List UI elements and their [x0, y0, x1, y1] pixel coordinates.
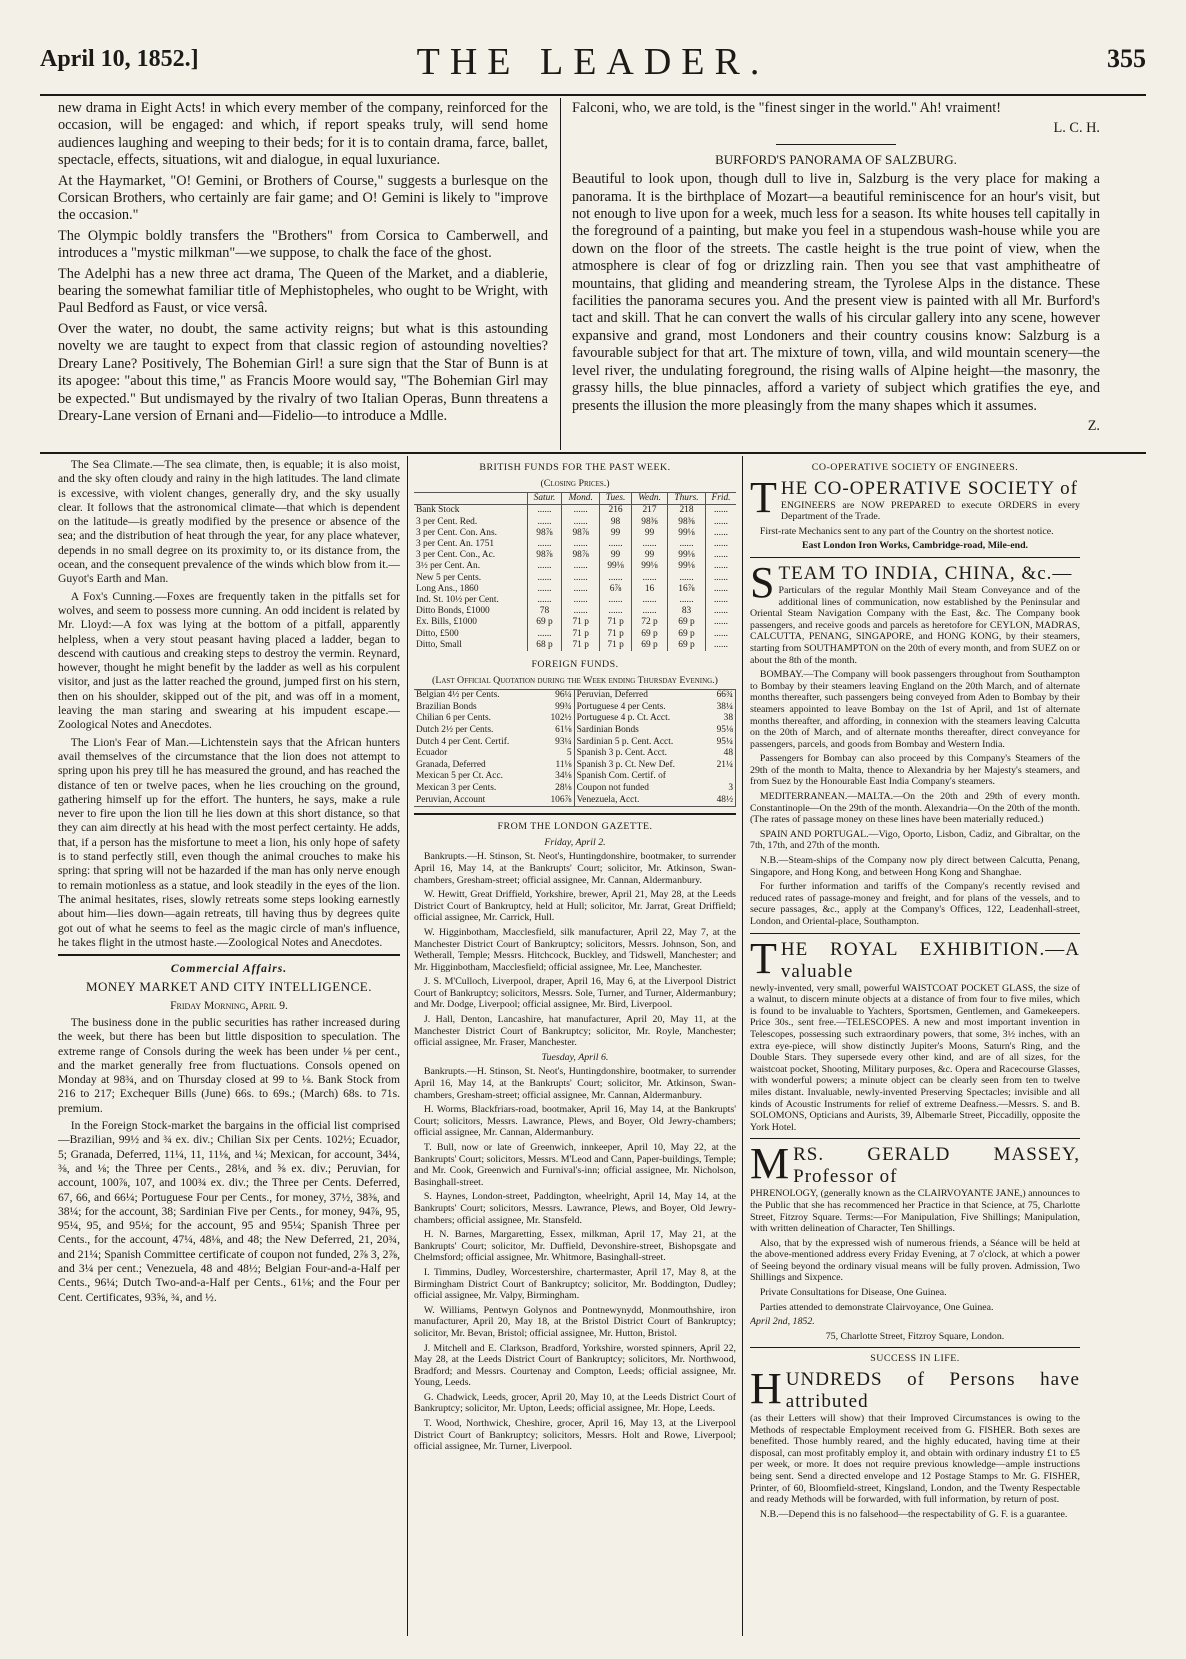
ad-text: N.B.—Steam-ships of the Company now ply direct between Calcutta, Penang, Singapore, and Hong Kong, and between Hong Kong and Shanghae. [750, 855, 1080, 878]
price-cell: 95⅛ [708, 725, 735, 737]
price-cell: ...... [562, 584, 600, 595]
ad-text: BOMBAY.—The Company will book passengers throughout from Southampton to Bombay by their steamers leaving England on the 20th March, and of alternate months thereafter, such passengers being conveyed from Aden to Bombay by their steamers appointed to leave Bombay on the 1st of April, and 1st of alternate months thereafter, and affording, in connexion with the steamers leaving Calcutta on the 20th of March, and of alternate months thereafter, direct conveyance for passengers, parcels, and goods from Bombay and Western India. [750, 669, 1080, 750]
price-cell: ...... [600, 539, 632, 550]
ad-headline: HE ROYAL EXHIBITION.—A valuable [780, 938, 1080, 982]
price-cell: 99⅛ [600, 561, 632, 572]
column-one [58, 458, 400, 1638]
ad-address: East London Iron Works, Cambridge-road, Mile-end. [801, 540, 1029, 552]
table-row [414, 783, 736, 795]
ad-rule [750, 1347, 1080, 1348]
price-cell: ...... [527, 584, 562, 595]
lion-fear-paragraph: The Lion's Fear of Man.—Lichtenstein says that the African hunters avail themselves of the circumstance that the lion does not attempt to spring upon his prey till he has measured the ground, and has reached the distance of ten or twelve paces, when he lies crouching on the ground, gathering himself up for the effort. The hunters, he says, make a rule never to fire upon the lion till he lies down at this short distance, so that they can aim directly at his head with the most perfect certainty. He adds, that, if a person has the misfortune to meet a lion, his only hope of safety is to stand perfectly still, even though the animal crouches to make his spring: that spring will not be hazarded if the man has only nerve enough to remain motionless as a statue, and look steadily in the eyes of the lion. The animal hesitates, rises, slowly retreats some steps looking earnestly about him—lies down—again retreats, till having thus by degrees quite got out of what he seems to feel as the magic circle of man's influence, he takes flight in the utmost haste.—Zoological Notes and Anecdotes. [58, 735, 400, 949]
price-cell: 66¾ [708, 690, 735, 702]
gazette-date: Friday, April 2. [544, 836, 606, 848]
sea-climate-paragraph: The Sea Climate.—The sea climate, then, is equable; it is also moist, and the sky often cloudy and rainy in the high latitudes. The land climate is excessive, with violent changes, generally dry, and the sky usually clear. It follows that the astronomical climate—that which is dependent on the latitude—is greatly modified by the presence or absence of the sea; and the distribution of heat through the year, for any place whatever, depends in no small degree on its proximity to, or its distance from, the ocean, and the consequent prevalence of the winds which blow from it.—Guyot's Earth and Man. [58, 458, 400, 586]
issue-date: April 10, 1852.] [40, 46, 199, 72]
price-cell: ...... [527, 539, 562, 550]
table-row [414, 748, 736, 760]
ad-text: (as their Letters will show) that their Improved Circumstances is owing to the Methods of respectable Employment received from G. FISHER. Both sexes are benefited. Those humbly reared, and the highly educated, having time at their disposal, can most profitably employ it, and obtain with ordinary industry £1 to £5 per week, or more. It does not require previous knowledge—ample instructions being sent. Send a directed envelope and 12 Postage Stamps to Mr. G. FISHER, Printer, of 60, Bloomfield-street, Kingsland, London, and the Twenty Respectable and ready Methods will be forwarded, with full information, by return of post. [750, 1413, 1080, 1506]
drop-cap: H [750, 1364, 782, 1414]
price-cell: 11⅛ [541, 760, 574, 772]
gazette-entry: J. Hall, Denton, Lancashire, hat manufacturer, April 20, May 11, at the Manchester District Court of Bankruptcy; solicitor, Mr. Royle, Manchester; official assignee, Mr. Fraser, Manchester. [414, 1014, 736, 1049]
table-row [414, 584, 736, 595]
foreign-funds-subtitle: (Last Official Quotation during the Week ending Thursday Evening.) [432, 674, 718, 686]
table-row [414, 690, 736, 702]
price-cell: 72 p [631, 617, 667, 628]
gazette-title: FROM THE LONDON GAZETTE. [497, 821, 653, 833]
price-cell: ...... [631, 606, 667, 617]
price-cell: 16⅞ [668, 584, 706, 595]
newspaper-title: THE LEADER. [416, 41, 770, 83]
stock-name-cell: Dutch 2½ per Cents. [416, 725, 494, 735]
price-cell: 69 p [668, 640, 706, 651]
price-cell: 99¾ [541, 702, 574, 714]
gazette-entry: H. N. Barnes, Margaretting, Essex, milkman, April 17, May 21, at the Bankrupts' Court; solicitor, Mr. Duffield, Devonshire-street, Bishopsgate and Chelmsford; official assignee, Mr. Whitmore, Basinghall-street. [414, 1229, 736, 1264]
price-cell: 16 [631, 584, 667, 595]
price-cell: ...... [562, 606, 600, 617]
price-cell: ...... [562, 595, 600, 606]
price-cell: 78 [527, 606, 562, 617]
price-cell: 95¼ [708, 737, 735, 749]
price-cell: 98⅜ [631, 517, 667, 528]
section-title: Commercial Affairs. [170, 962, 288, 976]
ad-text: N.B.—Depend this is no falsehood—the respectability of G. F. is a guarantee. [759, 1508, 1068, 1520]
price-cell: 99⅛ [668, 561, 706, 572]
price-cell: 98⅞ [562, 550, 600, 561]
price-cell: ...... [705, 629, 736, 640]
stock-name-cell: Spanish 3 p. Cent. Acct. [576, 748, 667, 759]
stock-name-cell: Sardinian Bonds [576, 725, 639, 735]
price-cell: 98⅞ [562, 528, 600, 539]
theatre-paragraph: At the Haymarket, "O! Gemini, or Brothers of Course," suggests a burlesque on the Corsican Brothers, who certainly are fair game; and O! Gemini is likely to "improve the occasion." [58, 172, 548, 224]
drop-cap: S [750, 557, 775, 607]
price-cell: 71 p [562, 629, 600, 640]
table-row [414, 629, 736, 640]
table-row [414, 760, 736, 772]
table-row [414, 771, 736, 783]
stock-name-cell: Ecuador [416, 748, 448, 759]
gazette-entry: H. Worms, Blackfriars-road, bootmaker, April 16, May 14, at the Bankrupts' Court; solicitors, Messrs. Lawrance, Plews, and Boyer, Old Jewry-chambers; official assignee, Mr. Cannan, Aldermanbury. [414, 1104, 736, 1139]
ad-text: Parties attended to demonstrate Clairvoyance, One Guinea. [759, 1301, 994, 1313]
gazette-entry: J. Mitchell and E. Clarkson, Bradford, Yorkshire, worsted spinners, April 22, May 28, at the Leeds District Court of Bankruptcy; solicitors, Mr. Northwood, Bradford; and Messrs. Courtenay and Compton, Leeds; official assignee, Mr. Young, Leeds. [414, 1342, 736, 1389]
price-cell: 96¼ [541, 690, 574, 702]
gazette-entry: Bankrupts.—H. Stinson, St. Neot's, Huntingdonshire, bootmaker, to surrender April 16, May 14, at the Bankrupts' Court; solicitor, Mr. Atkinson, Swan-chambers, Gresham-street; official assignee, Mr. Cannan, Aldermanbury. [414, 1066, 736, 1101]
price-cell: 99⅛ [668, 550, 706, 561]
ad-date: April 2nd, 1852. [750, 1316, 815, 1328]
price-cell: 83 [668, 606, 706, 617]
masthead [40, 40, 1146, 94]
stock-name-cell: Granada, Deferred [416, 759, 486, 770]
price-cell: 69 p [631, 629, 667, 640]
stock-name-cell: Dutch 4 per Cent. Certif. [416, 736, 510, 747]
stock-name-cell: Ditto Bonds, £1000 [416, 606, 490, 617]
drop-cap: T [750, 933, 777, 983]
funds-column-header: Tues. [600, 493, 632, 505]
column-rule [407, 456, 408, 1636]
ad-text: For further information and tariffs of the Company's recently revised and reduced rates of passage-money and freight, and for plans of the vessels, and to secure passages, &c., apply at the Company's Offices, 122, Leadenhall-street, London, and Oriental-place, Southampton. [750, 881, 1080, 927]
table-row [414, 617, 736, 628]
column-rule [560, 98, 561, 450]
gazette-entry: W. Williams, Pentwyn Golynos and Pontnewynydd, Monmouthshire, iron manufacturer, April 20, May 18, at the Bristol District Court of Bankruptcy; solicitor, Mr. Bevan, Bristol; official assignee, Mr. Hutton, Bristol. [414, 1304, 736, 1339]
ad-headline: UNDREDS of Persons have attributed [785, 1369, 1080, 1413]
stock-name-cell: Brazilian Bonds [416, 701, 477, 712]
price-cell: ...... [527, 629, 562, 640]
price-cell: 98⅜ [668, 517, 706, 528]
table-row [414, 517, 736, 528]
table-row [414, 550, 736, 561]
price-cell: ...... [668, 539, 706, 550]
page-number: 355 [1107, 44, 1146, 73]
price-cell: 99⅛ [668, 528, 706, 539]
table-row [414, 795, 736, 807]
stock-name-cell: 3½ per Cent. An. [416, 561, 481, 572]
price-cell: ...... [631, 573, 667, 584]
gazette-entry: T. Bull, now or late of Greenwich, innkeeper, April 10, May 22, at the Bankrupts' Court; solicitors, Messrs. M'Leod and Cann, Paper-buildings, Temple; and Mr. Cook, Greenwich and Furnival's-inn; official assignee, Mr. Nicholson, Basinghall-street. [414, 1142, 736, 1188]
price-cell [708, 771, 735, 783]
british-funds-table [414, 492, 736, 651]
price-cell: 71 p [562, 640, 600, 651]
table-row [414, 737, 736, 749]
price-cell: ...... [705, 517, 736, 528]
drop-cap: M [750, 1139, 790, 1189]
price-cell: 98⅞ [527, 550, 562, 561]
price-cell: 99⅛ [631, 561, 667, 572]
table-row [414, 640, 736, 651]
stock-name-cell: Mexican 3 per Cents. [416, 782, 497, 793]
table-row [414, 606, 736, 617]
price-cell: 93¼ [541, 737, 574, 749]
foreign-funds-title: FOREIGN FUNDS. [531, 659, 619, 671]
price-cell: ...... [527, 561, 562, 572]
dateline: Friday Morning, April 9. [170, 998, 288, 1012]
article-body: Beautiful to look upon, though dull to live in, Salzburg is the very place for making a panorama. It is the birthplace of Mozart—a beautiful reminiscence for an hour's visit, but not enough to live upon for a week, much less for a season. Its white houses tell capitally in the foreground of a painting, but make you feel in a stupendous wash-house while you are down on the floor of the streets. The castle height is the true point of view, when the atmosphere is clear of fog or drizzling rain. Then you see that vast amphitheatre of mountains, that gliding and meandering stream, the Tyrolese Alps in the distance. These facilities the panorama secures you. And the present view is painted with all Mr. Burford's tact and skill. That he can convert the walls of his circular gallery into any scene, however expansive and grand, most Londoners and their country cousins know: Salzburg is a favourable subject for that art. The mixture of town, villa, and wild mountain scenery—the level river, the undulating foreground, the rising walls of Alpine height—the masonry, the grassy hills, the blue pinnacles, afford a variety of subject which gratifies the eye, and presents the illusion the more pleasingly from the many shapes which it assumes. [572, 171, 1100, 414]
ad-text: First-rate Mechanics sent to any part of the Country on the shortest notice. [759, 525, 1054, 537]
stock-name-cell: 3 per Cent. Con., Ac. [416, 550, 496, 561]
column-rule [742, 456, 743, 1636]
gazette-entry: T. Wood, Northwick, Cheshire, grocer, April 16, May 13, at the Liverpool District Court of Bankruptcy; solicitors, Messrs. Holt and Rowe, Liverpool; official assignee, Mr. Turner, Liverpool. [414, 1418, 736, 1453]
ad-text: Particulars of the regular Monthly Mail Steam Conveyance and of the additional lines of communication, now established by the Peninsular and Oriental Steam Navigation Company with the East, &c. The Company book passengers, and receive goods and parcels as heretofore for CEYLON, MADRAS, CALCUTTA, PENANG, SINGAPORE, and HONG KONG, by their steamers, starting from SOUTHAMPTON on the 20th of every month, and from SUEZ on or about the 8th of the month. [750, 584, 1080, 666]
stock-name-cell: 3 per Cent. Con. Ans. [416, 527, 497, 538]
table-row [414, 561, 736, 572]
price-cell: 218 [668, 505, 706, 517]
short-rule [776, 144, 896, 145]
price-cell: ...... [527, 517, 562, 528]
price-cell: ...... [705, 539, 736, 550]
british-funds-subtitle: (Closing Prices.) [540, 477, 610, 489]
section-rule [58, 954, 400, 956]
success-heading: SUCCESS IN LIFE. [870, 1353, 960, 1365]
price-cell: ...... [562, 517, 600, 528]
price-cell: ...... [600, 606, 632, 617]
column-three-advertisements [750, 458, 1080, 1638]
stock-name-cell: Venezuela, Acct. [576, 794, 640, 805]
stock-name-cell: 3 per Cent. An. 1751 [416, 539, 495, 549]
section-rule [414, 813, 736, 815]
price-cell: ...... [562, 573, 600, 584]
price-cell: 71 p [562, 617, 600, 628]
price-cell: 99 [631, 528, 667, 539]
stock-name-cell: Belgian 4½ per Cents. [416, 690, 500, 701]
price-cell: 217 [631, 505, 667, 517]
ad-text: Private Consultations for Disease, One Guinea. [759, 1287, 947, 1299]
gazette-entry: G. Chadwick, Leeds, grocer, April 20, May 10, at the Leeds District Court of Bankruptcy; solicitor, Mr. Upton, Leeds; official assignee, Mr. Hope, Leeds. [414, 1391, 736, 1415]
theatre-paragraph: The Adelphi has a new three act drama, The Queen of the Market, and a diablerie, bearing the somewhat familiar title of Mephistopheles, who ought to be Wright, with Paul Bedford as Faust, or vice versâ. [58, 265, 548, 317]
price-cell: 6⅞ [600, 584, 632, 595]
ad-text: PHRENOLOGY, (generally known as the CLAIRVOYANTE JANE,) announces to the Public that she has recommenced her Practice in that Science, at 75, Charlotte Street, Fitzroy Square. Terms:—For Manipulation, Five Shillings; Manipulation, with written delineation of Character, Ten Shillings. [750, 1188, 1080, 1235]
stock-name-cell: Peruvian, Account [416, 794, 486, 805]
masthead-rule [40, 94, 1146, 96]
theatre-paragraph: Over the water, no doubt, the same activity reigns; but what is this astounding novelty we are taught to expect from that classic region of astounding novelties? Dreary Lane? Positively, The Bohemian Girl! a sure sign that the Star of Bunn is at its apogee: "about this time," as Francis Moore would say, "The Bohemian Girl may be expected." But undismayed by the rivalry of two Italian Operas, Bunn threatens a Dreary-Lane version of Ernani and—Fidelio—to introduce a Mdlle. [58, 320, 548, 424]
price-cell: ...... [668, 573, 706, 584]
panorama-column [572, 100, 1100, 450]
table-row [414, 713, 736, 725]
price-cell: ...... [668, 595, 706, 606]
price-cell: 99 [600, 528, 632, 539]
stock-name-cell: Peruvian, Deferred [576, 690, 648, 701]
price-cell: ...... [600, 573, 632, 584]
price-cell: 69 p [527, 617, 562, 628]
british-funds-title: BRITISH FUNDS FOR THE PAST WEEK. [479, 462, 671, 473]
article-heading: BURFORD'S PANORAMA OF SALZBURG. [715, 151, 957, 167]
stock-name-cell: Ex. Bills, £1000 [416, 617, 477, 628]
price-cell: ...... [600, 595, 632, 606]
table-row [414, 595, 736, 606]
stock-name-cell: Long Ans., 1860 [416, 583, 479, 594]
ad-headline: RS. GERALD MASSEY, Professor of [793, 1144, 1080, 1188]
ad-text: newly-invented, very small, powerful WAISTCOAT POCKET GLASS, the size of a walnut, to discern minute objects at a distance of from four to five miles, which is found to be invaluable to Yachters, Sportsmen, Gentlemen, and Gamekeepers. Price 30s., sent free.—TELESCOPES. A new and most important invention in Telescopes, possessing such extraordinary powers, that some, 3½ inches, with an extra eye-piece, will show distinctly Jupiter's Moons, Saturn's Ring, and the Double Stars. They supersede every other kind, and are of all sizes, for the waistcoat pocket, Shooting, Military purposes, &c. Opera and Racecourse Glasses, with wonderful powers; a minute object can be clearly seen from ten to twelve miles distant. Invaluable, newly-invented Preserving Spectacles; invisible and all kinds of Acoustic Instruments for relief of extreme Deafness.—Messrs. S. and B. SOLOMONS, Opticians and Aurists, 39, Albemarle Street, Piccadilly, opposite the York Hotel. [750, 982, 1080, 1133]
price-cell: ...... [705, 573, 736, 584]
price-cell: ...... [705, 528, 736, 539]
ad-text: ENGINEERS are NOW PREPARED to execute ORDERS in every Department of the Trade. [780, 499, 1080, 523]
table-row [414, 725, 736, 737]
price-cell: 71 p [600, 629, 632, 640]
price-cell: ...... [631, 539, 667, 550]
fox-cunning-paragraph: A Fox's Cunning.—Foxes are frequently taken in the pitfalls set for wolves, and seem to possess more cunning. An odd incident is related by Mr. Lloyd:—A fox was lying at the bottom of a pitfall, apparently helpless, when a very stout peasant having placed a ladder, began to descend with cautious and creaking steps to destroy the vermin. Reynard, however, thought he might benefit by the ladder as well as his corpulent visitor, and just as the latter reached the ground, jumped first on his stern, then on his shoulder, skipped out of the pit, and was off in a moment, leaving the man staring and swearing at his impudent escape.—Zoological Notes and Anecdotes. [58, 589, 400, 732]
price-cell: 3 [708, 783, 735, 795]
gazette-date: Tuesday, April 6. [541, 1051, 609, 1063]
price-cell: ...... [705, 640, 736, 651]
gazette-entry: S. Haynes, London-street, Paddington, wheelright, April 14, May 14, at the Bankrupts' Court; solicitors, Messrs. Lawrance, Plews, and Boyer, Old Jewry-chambers; official assignee, Mr. Stansfeld. [414, 1191, 736, 1226]
signature: Z. [1087, 417, 1100, 434]
money-market-paragraph: The business done in the public securities has rather increased during the week, but there has been but little disposition to speculation. The extreme range of Consols during the week has been under ⅛ per cent., and the market generally free from fluctuations. Consols opened on Monday at 98¾, and on Thursday closed at 99 to ⅛. Bank Stock from 216 to 217; Exchequer Bills (June) 66s. to 69s.; (March) 68s. to 71s. premium. [58, 1015, 400, 1115]
price-cell: 69 p [668, 629, 706, 640]
price-cell: 69 p [631, 640, 667, 651]
price-cell: 98⅞ [527, 528, 562, 539]
coop-heading: CO-OPERATIVE SOCIETY OF ENGINEERS. [811, 462, 1019, 473]
ad-text: SPAIN AND PORTUGAL.—Vigo, Oporto, Lisbon, Cadiz, and Gibraltar, on the 7th, 17th, and 27th of the month. [750, 828, 1080, 852]
column-two [414, 458, 736, 1638]
signature: L. C. H. [1053, 120, 1100, 137]
price-cell: ...... [527, 505, 562, 517]
stock-name-cell: Chilian 6 per Cents. [416, 713, 491, 724]
table-row [414, 573, 736, 584]
stock-name-cell: Ind. St. 10½ per Cent. [416, 595, 499, 606]
falconi-paragraph: Falconi, who, we are told, is the "finest singer in the world." Ah! vraiment! [572, 100, 1001, 116]
ad-rule [750, 1138, 1080, 1139]
gazette-entry: Bankrupts.—H. Stinson, St. Neot's, Huntingdonshire, bootmaker, to surrender April 16, May 14, at the Bankrupts' Court; solicitor, Mr. Atkinson, Swan-chambers, Gresham-street; official assignee, Mr. Cannan, Aldermanbury. [414, 851, 736, 886]
drop-cap: T [750, 472, 777, 522]
price-cell: 21¼ [708, 760, 735, 772]
ad-headline: HE CO-OPERATIVE SOCIETY of [780, 477, 1078, 499]
section-subhead: MONEY MARKET AND CITY INTELLIGENCE. [85, 979, 373, 995]
gazette-entry: J. S. M'Culloch, Liverpool, draper, April 16, May 6, at the Liverpool District Court of Bankruptcy; solicitors, Messrs. Sole, Turner, and Turner, Aldermanbury; and Mr. Dodge, Liverpool; official assignee, Mr. Bird, Liverpool. [414, 976, 736, 1011]
ad-text: Also, that by the expressed wish of numerous friends, a Séance will be held at the above-mentioned address every Friday Evening, at 7 o'clock, at which a power of Seeing beyond the ordinary visual means will be fully proven. Admission, Two Shillings and Sixpence. [750, 1237, 1080, 1284]
price-cell: ...... [631, 595, 667, 606]
ad-headline: TEAM TO INDIA, CHINA, &c.— [778, 562, 1073, 584]
price-cell: ...... [705, 606, 736, 617]
price-cell: 48 [708, 748, 735, 760]
royal-exhibition-ad [750, 933, 1080, 1134]
foreign-stock-paragraph: In the Foreign Stock-market the bargains in the official list comprised—Brazilian, 99½ and ¾ ex. div.; Chilian Six per Cents. 102½; Ecuador, 5; Granada, Deferred, 11¼, 11, 11⅛, and ¼; Mexican, for account, 34¼, ⅜, and ⅛; the Three per Cents., 28⅛, and ⅝ ex. div.; Peruvian, for account, 100⅞, 107, and 100¾ ex. div.; the Three per Cents. Deferred, 67, 66, and 66¼; Portuguese Four per Cents., for money, 37½, 38⅜, and 38¼; for the account, 38; Sardinian Five per Cents., for money, 94⅞, 95, 95¼, 95, and 95⅛; for the account, 95 and 95¼; Spanish Three per Cents., for the account, 47¼, 48⅛, and 48; the New Deferred, 21, 20¾, and 21¼; Spanish Committee certificate of coupon not funded, 2⅞ 3, 2⅞, and 3¼ per cent.; Venezuela, 48 and 48½; Belgian Four-and-a-Half per Cents., 96¼; Dutch Two-and-a-Half per Cents., 61⅛; and the Four per Cent. Certificates, 93⅝, ¾, and ½. [58, 1119, 400, 1304]
price-cell: ...... [527, 595, 562, 606]
gazette-entry: W. Higginbotham, Macclesfield, silk manufacturer, April 22, May 7, at the Manchester District Court of Bankruptcy; solicitors, Messrs. Johnson, Son, and Wetherall, Temple; Messrs. Hitchcock, Buckley, and Tidswell, Manchester; and Mr. Higginbotham, Macclesfield; official assignee, Mr. Lee, Manchester. [414, 926, 736, 973]
price-cell: ...... [527, 573, 562, 584]
stock-name-cell: 3 per Cent. Red. [416, 516, 478, 527]
price-cell: 69 p [668, 617, 706, 628]
stock-name-cell: Ditto, £500 [416, 628, 459, 639]
theatre-notes-column [58, 100, 548, 450]
price-cell: 106⅞ [541, 795, 574, 807]
stock-name-cell: Mexican 5 per Ct. Acc. [416, 771, 503, 782]
foreign-funds-table [414, 689, 736, 807]
price-cell: ...... [705, 617, 736, 628]
stock-name-cell: Sardinian 5 p. Cent. Acct. [576, 736, 674, 747]
ad-rule [750, 933, 1080, 934]
funds-column-header: Satur. [527, 493, 562, 505]
funds-column-header: Mond. [562, 493, 600, 505]
ad-text: Passengers for Bombay can also proceed by this Company's Steamers of the 29th of the month to Malta, thence to Alexandria by her Majesty's steamers, and from Suez by the Honourable East India Company's steamers. [750, 753, 1080, 788]
price-cell: 28⅛ [541, 783, 574, 795]
price-cell: 68 p [527, 640, 562, 651]
funds-column-header: Frid. [705, 493, 736, 505]
price-cell: ...... [705, 561, 736, 572]
price-cell: 99 [600, 550, 632, 561]
price-cell: 71 p [600, 640, 632, 651]
price-cell: 71 p [600, 617, 632, 628]
price-cell: 99 [631, 550, 667, 561]
table-row [414, 539, 736, 550]
price-cell: 5 [541, 748, 574, 760]
success-ad [750, 1364, 1080, 1506]
price-cell: ...... [562, 505, 600, 517]
gazette-entry: W. Hewitt, Great Driffield, Yorkshire, brewer, April 21, May 28, at the Leeds District Court of Bankruptcy, held at Hull; solicitor, Mr. Jarrat, Great Driffield; official assignee, Mr. Carrick, Hull. [414, 889, 736, 924]
ad-rule [750, 557, 1080, 558]
price-cell: 61⅛ [541, 725, 574, 737]
table-row [414, 702, 736, 714]
price-cell: 216 [600, 505, 632, 517]
price-cell: 48½ [708, 795, 735, 807]
table-row [414, 505, 736, 517]
funds-column-header: Wedn. [631, 493, 667, 505]
ad-text: MEDITERRANEAN.—MALTA.—On the 20th and 29th of every month. Constantinople—On the 29th of the month. Alexandria—On the 20th of the month. (The rates of passage money on these lines have been materially reduced.) [750, 791, 1080, 826]
price-cell: 38 [708, 713, 735, 725]
theatre-paragraph: new drama in Eight Acts! in which every member of the company, reinforced for the occasion, will be engaged: and which, if report speaks truly, will send home audiences laughing and weeping to their beds; for it is to contain drama, farce, ballet, spectacle, effects, situations, wit and dialogue, in equal luxuriance. [58, 100, 548, 169]
stock-name-cell: Ditto, Small [416, 639, 462, 650]
stock-name-cell: Portuguese 4 per Cents. [576, 701, 666, 712]
price-cell: ...... [705, 595, 736, 606]
price-cell: ...... [562, 561, 600, 572]
funds-column-header [414, 493, 527, 505]
stock-name-cell: Portuguese 4 p. Ct. Acct. [576, 713, 671, 724]
section-rule [40, 452, 1146, 454]
ad-address: 75, Charlotte Street, Fitzroy Square, London. [825, 1330, 1005, 1342]
funds-column-header: Thurs. [668, 493, 706, 505]
stock-name-cell: Spanish 3 p. Ct. New Def. [576, 759, 675, 770]
stock-name-cell: New 5 per Cents. [416, 572, 482, 583]
price-cell: 102½ [541, 713, 574, 725]
gazette-entry: I. Timmins, Dudley, Worcestershire, chartermaster, April 17, May 8, at the Birmingham District Court of Bankruptcy; solicitor, Mr. Boddington, Dudley; official assignee, Mr. Valpy, Birmingham. [414, 1266, 736, 1302]
steam-ad [750, 557, 1080, 666]
price-cell: ...... [705, 505, 736, 517]
price-cell: 34⅛ [541, 771, 574, 783]
price-cell: 98 [600, 517, 632, 528]
stock-name-cell: Coupon not funded [576, 782, 649, 793]
stock-name-cell: Bank Stock [416, 505, 460, 516]
price-cell: 38¼ [708, 702, 735, 714]
price-cell: ...... [705, 550, 736, 561]
table-row [414, 528, 736, 539]
price-cell: ...... [705, 584, 736, 595]
stock-name-cell: Spanish Com. Certif. of [576, 771, 666, 782]
price-cell: ...... [562, 539, 600, 550]
theatre-paragraph: The Olympic boldly transfers the "Brothers" from Corsica to Camberwell, and introduces a "mystic milkman"—we suppose, to chalk the face of the ghost. [58, 227, 548, 262]
massey-ad [750, 1139, 1080, 1235]
coop-ad [750, 472, 1080, 523]
